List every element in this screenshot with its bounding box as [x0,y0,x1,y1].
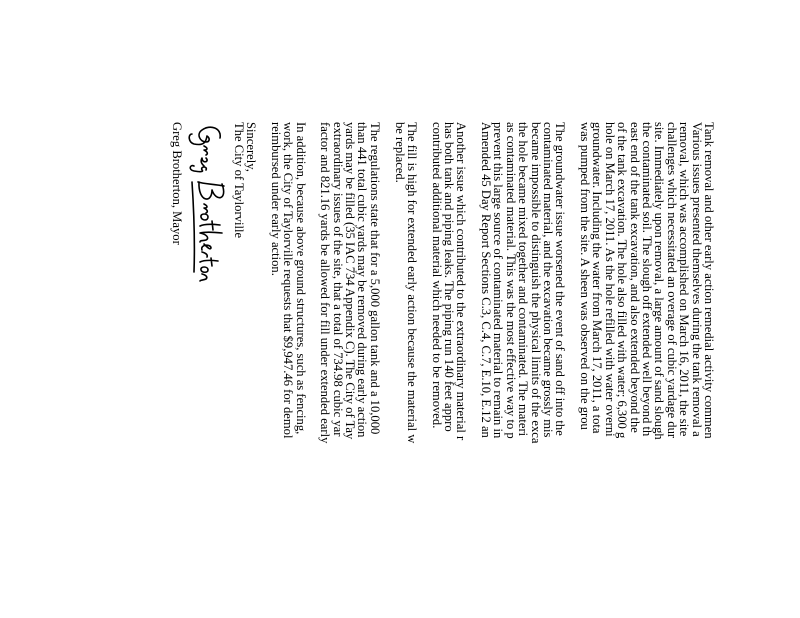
closing-text: Sincerely, [244,122,259,172]
paragraph-demolition [269,122,306,618]
paragraph-fill [393,122,418,618]
text-line: hole on March 17, 2011. As the hole refilled with water overni [602,122,617,437]
text-line: be replaced. [392,122,407,183]
paragraph-tank-removal [579,122,715,618]
organization-name: The City of Taylorville [231,122,246,239]
text-line: work, the City of Taylorville requests that $9,947.46 for demol [281,122,296,439]
text-line: yards may be filled (35 IAC 734 Appendix C). The City of Tay [343,122,358,440]
text-line: became impossible to distinguish the physical limits of the exca [528,122,543,444]
text-line: challenges which necessitated an overage of cubic yardage dur [664,122,679,439]
text-line: Tank removal and other early action remedial activity commen [702,122,716,439]
text-line: of the tank excavation. The hole also filled with water; 6,300 g [615,122,630,439]
handwritten-signature [186,122,230,282]
text-line: Various issues presented themselves during the tank removal a [689,122,704,437]
text-line: The fill is high for extended early action because the material w [404,122,419,444]
text-line: factor and 821.16 yards be allowed for fill under extended early [318,122,333,444]
text-line: The groundwater issue worsened the event of sand off into the [553,122,568,436]
text-line: extraordinary issues of the site, that a total of 734.98 cubic yar [330,122,345,437]
text-line: has both tank and piping leaks. The piping run 140 feet appro [441,122,456,432]
text-line: east end of the tank excavation, and also extended beyond the [627,122,642,433]
signer-name-title: Greg Brotherton, Mayor [170,122,185,245]
text-line: as contaminated material. This was the most effective way to p [503,122,518,439]
signature-block [171,122,257,618]
text-line: In addition, because above ground structures, such as fencing, [293,122,308,435]
text-line: was pumped from the site. A sheen was observed on the grou [578,122,593,430]
text-line: removal, which was accomplished on March 16, 2011, the site [677,122,692,437]
text-line: prevent this large source of contaminated material to remain in [491,122,506,439]
text-line: than 441 total cubic yards may be removed during early action [355,122,370,438]
text-line: groundwater. Including the water from March 17, 2011, a tota [590,122,605,434]
text-line: site. Immediately upon removal, a large amount of sand slough [652,122,667,440]
text-line: The regulations state that for a 5,000 gallon tank and a 10,000 [367,122,382,435]
paragraph-piping-leaks [430,122,467,618]
text-line: Amended 45 Day Report Sections C.3, C.4, C.7, E.10, E.12 an [479,122,494,438]
paragraph-regulations [319,122,381,618]
text-line: contaminated material, and the excavation became grossly mis [541,122,556,438]
rotated-letter-body [75,122,715,618]
text-line: Another issue which contributed to the extraordinary material r [454,122,469,441]
text-line: the hole became mixed together and contaminated. The materi [516,122,531,437]
paragraph-groundwater [480,122,567,618]
text-line: contributed additional material which needed to be removed. [429,122,444,429]
text-line: the contaminated soil. The slough off extended well beyond th [640,122,655,437]
text-line: reimbursed under early action. [268,122,283,276]
